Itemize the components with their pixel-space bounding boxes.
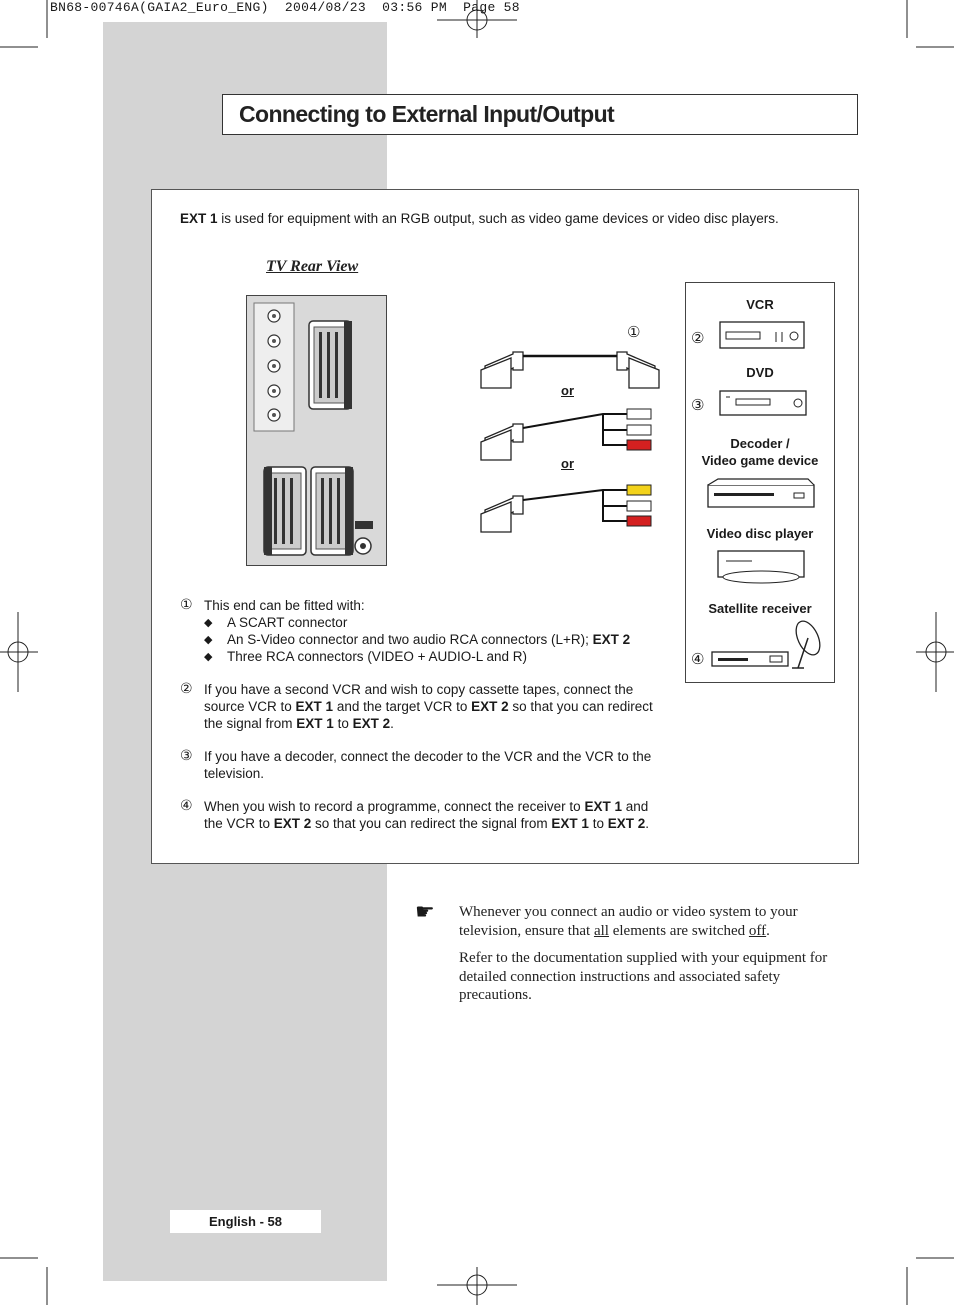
page-title: Connecting to External Input/Output	[239, 101, 615, 127]
note-2: ② If you have a second VCR and wish to copy cassette tapes, connect the source VCR to EXT 1 and the target VCR to EXT 2 so that you can redirect the signal from EXT 1 to EXT 2.	[180, 681, 653, 731]
tv-rear-panel	[246, 295, 387, 566]
rear-view-label: TV Rear View	[266, 258, 359, 275]
disc-player-label: Video disc player	[706, 526, 814, 541]
note-1-item-1-text: A SCART connector	[227, 615, 348, 630]
page-number: English - 58	[209, 1214, 282, 1229]
page-footer	[170, 1210, 321, 1233]
dvd-marker: ③	[691, 396, 705, 414]
intro-ext: EXT 1	[180, 211, 218, 226]
rear-panel-illustration	[247, 296, 386, 565]
note-2-number: ②	[180, 681, 193, 697]
diagram-marker-1: ①	[627, 323, 641, 341]
tip-text	[459, 903, 844, 1014]
disc-player-icon	[712, 547, 812, 587]
intro-text	[180, 211, 779, 226]
satellite-marker: ④	[691, 650, 705, 668]
tip-paragraph-2: Refer to the documentation supplied with your equipment for detailed connection instructions and associated safety precautions.	[459, 950, 828, 1003]
note-1-item-3	[180, 648, 660, 665]
note-1-number: ①	[180, 597, 193, 613]
note-4: ④ When you wish to record a programme, connect the receiver to EXT 1 and the VCR to EXT 2 so that you can redirect the signal from EXT 1 to EXT 2.	[180, 798, 649, 831]
dvd-label: DVD	[746, 365, 774, 380]
vcr-icon	[718, 318, 808, 352]
note-3-number: ③	[180, 748, 193, 764]
decoder-label-1: Decoder /	[730, 436, 790, 451]
print-header: BN68-00746A(GAIA2_Euro_ENG) 2004/08/23 03:56 PM Page 58	[50, 0, 520, 15]
or-label-2: or	[561, 456, 574, 471]
bullet-icon: ◆	[204, 617, 213, 629]
cable-diagram	[475, 318, 675, 533]
or-label-1: or	[561, 383, 574, 398]
dvd-icon	[718, 387, 808, 419]
bullet-icon: ◆	[204, 634, 213, 646]
note-1-item-2	[180, 631, 660, 648]
connection-notes	[180, 597, 660, 832]
note-1-item-2-bold: EXT 2	[592, 632, 631, 647]
bullet-icon: ◆	[204, 651, 213, 663]
note-1-text: This end can be fitted with:	[204, 598, 365, 613]
note-1-item-3-text: Three RCA connectors (VIDEO + AUDIO-L and R)	[227, 649, 527, 664]
decoder-label-2: Video game device	[701, 453, 819, 468]
tip-paragraph-1: Whenever you connect an audio or video system to your television, ensure that all elements are switched off.	[459, 904, 798, 939]
vcr-label: VCR	[746, 297, 774, 312]
intro-body: is used for equipment with an RGB output, such as video game devices or video disc players.	[217, 211, 779, 226]
vcr-marker: ②	[691, 329, 705, 347]
note-4-number: ④	[180, 798, 193, 814]
note-1-item-2-text: An S-Video connector and two audio RCA connectors (L+R);	[227, 632, 593, 647]
pointing-hand-icon: ☛	[415, 899, 435, 924]
satellite-receiver-icon	[708, 618, 828, 674]
decoder-icon	[704, 475, 819, 511]
note-1	[180, 597, 660, 614]
note-3	[180, 748, 660, 782]
note-3-text: If you have a decoder, connect the decoder to the VCR and the VCR to the television.	[204, 749, 652, 781]
note-1-item-1	[180, 614, 660, 631]
satellite-label: Satellite receiver	[708, 601, 812, 616]
title-box	[222, 94, 858, 135]
